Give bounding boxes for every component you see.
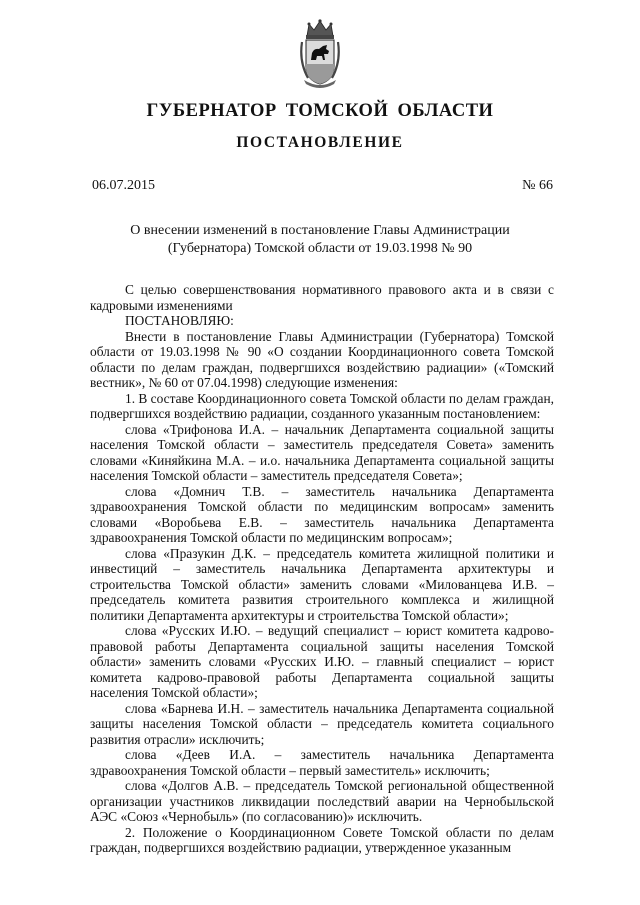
paragraph-change-5: слова «Барнева И.Н. – заместитель начальника Департамента социальной защиты населения Томской области – председатель комитета социального развития отрасли» исключить; (90, 700, 554, 747)
document-type-heading: ПОСТАНОВЛЕНИЕ (236, 134, 404, 151)
document-number: № 66 (522, 178, 553, 193)
paragraph-item-2: 2. Положение о Координационном Совете Томской области по делам граждан, подвергшихся воздействию радиации, утвержденное указанным (90, 824, 554, 855)
paragraph-change-2: слова «Домнич Т.В. – заместитель начальника Департамента здравоохранения Томской области по медицинским вопросам» заменить словами «Воробьева Е.В. – заместитель начальника Департамента здравоохранения Томской области по медицинским вопросам»; (90, 483, 554, 545)
paragraph-change-3: слова «Празукин Д.К. – председатель комитета жилищной политики и инвестиций – заместитель начальника Департамента архитектуры и строительства Томской области» заменить словами «Милованцева И.В. – председатель комитета развития строительного комплекса и жилищной политики Департамента архитектуры и строительства Томской области»; (90, 545, 554, 623)
paragraph-resolve: ПОСТАНОВЛЯЮ: (125, 313, 234, 328)
organization-title: ГУБЕРНАТОР ТОМСКОЙ ОБЛАСТИ (146, 101, 494, 121)
paragraph-intro: Внести в постановление Главы Администрации (Губернатора) Томской области от 19.03.1998 № 90 «О создании Координационного совета Томской области по делам граждан, подвергшихся воздействию радиации» («Томский вестник», № 60 от 07.04.1998) следующие изменения: (90, 328, 554, 390)
paragraph-change-7: слова «Долгов А.В. – председатель Томской региональной общественной организации участников ликвидации последствий аварии на Чернобыльской АЭС «Союз «Чернобыль» (по согласованию)» исключить. (90, 778, 554, 824)
paragraph-change-6: слова «Деев И.А. – заместитель начальника Департамента здравоохранения Томской области – первый заместитель» исключить; (90, 747, 554, 778)
paragraph-preamble: С целью совершенствования нормативного правового акта и в связи с кадровыми изменениями (90, 282, 554, 313)
document-subject: О внесении изменений в постановление Главы Администрации (Губернатора) Томской области от 19.03.1998 № 90 (130, 223, 510, 256)
document-date: 06.07.2015 (92, 178, 155, 193)
document-body (90, 282, 554, 856)
paragraph-change-4: слова «Русских И.Ю. – ведущий специалист – юрист комитета кадрово-правовой работы Департамента социальной защиты населения Томской области» заменить словами «Русских И.Ю. – главный специалист – юрист комитета кадрово-правовой работы Департамента социальной защиты населения Томской области»; (90, 623, 554, 700)
paragraph-item-1: 1. В составе Координационного совета Томской области по делам граждан, подвергшихся воздействию радиации, созданного указанным постановлением: (90, 390, 554, 421)
coat-of-arms-icon (298, 18, 342, 90)
paragraph-change-1: слова «Трифонова И.А. – начальник Департамента социальной защиты населения Томской области – заместитель председателя Совета» заменить словами «Киняйкина М.А. – и.о. начальника Департамента социальной защиты населения Томской области – заместитель председателя Совета»; (90, 421, 554, 483)
